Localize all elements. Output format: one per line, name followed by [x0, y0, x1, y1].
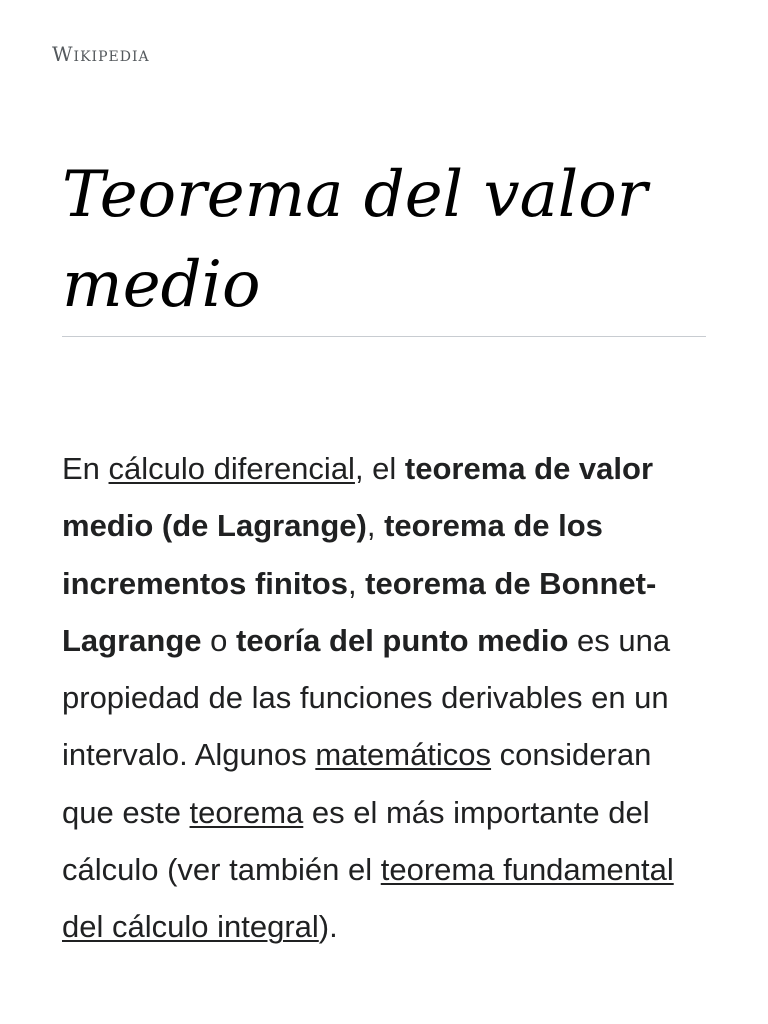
page-title: Teorema del valor medio: [62, 158, 648, 322]
link-calculo-diferencial[interactable]: cálculo diferencial: [108, 451, 355, 486]
lead-text-en: En: [62, 451, 109, 486]
bold-teorema-valor-medio: teorema de valor medio (de Lagrange): [62, 451, 654, 544]
bold-teoria-punto-medio: teoría del punto medio: [236, 622, 569, 658]
lead-text-el: , el: [354, 451, 405, 486]
link-teorema-fundamental-calculo-integral[interactable]: teorema fundamental del cálculo integral: [62, 852, 674, 945]
title-divider: [62, 336, 706, 337]
lead-text-body-1: es una propiedad de las funciones derivables en un intervalo. Algunos: [62, 622, 671, 773]
lead-text-o: o: [201, 622, 236, 658]
wikipedia-wordmark[interactable]: Wikipedia: [52, 42, 150, 66]
bold-teorema-bonnet-lagrange: teorema de Bonnet-Lagrange: [62, 565, 657, 658]
lead-text-body-3: es el más importante del cálculo (ver también el: [62, 794, 650, 888]
lead-text-comma-1: ,: [366, 508, 385, 544]
link-matematicos[interactable]: matemáticos: [315, 737, 492, 773]
bold-teorema-incrementos-finitos: teorema de los incrementos finitos: [62, 508, 603, 601]
lead-text-comma-2: ,: [347, 565, 366, 601]
lead-text-body-2: consideran que este: [62, 737, 652, 830]
lead-text-end: ).: [318, 909, 338, 945]
lead-paragraph: [62, 440, 702, 956]
link-teorema[interactable]: teorema: [189, 794, 304, 830]
